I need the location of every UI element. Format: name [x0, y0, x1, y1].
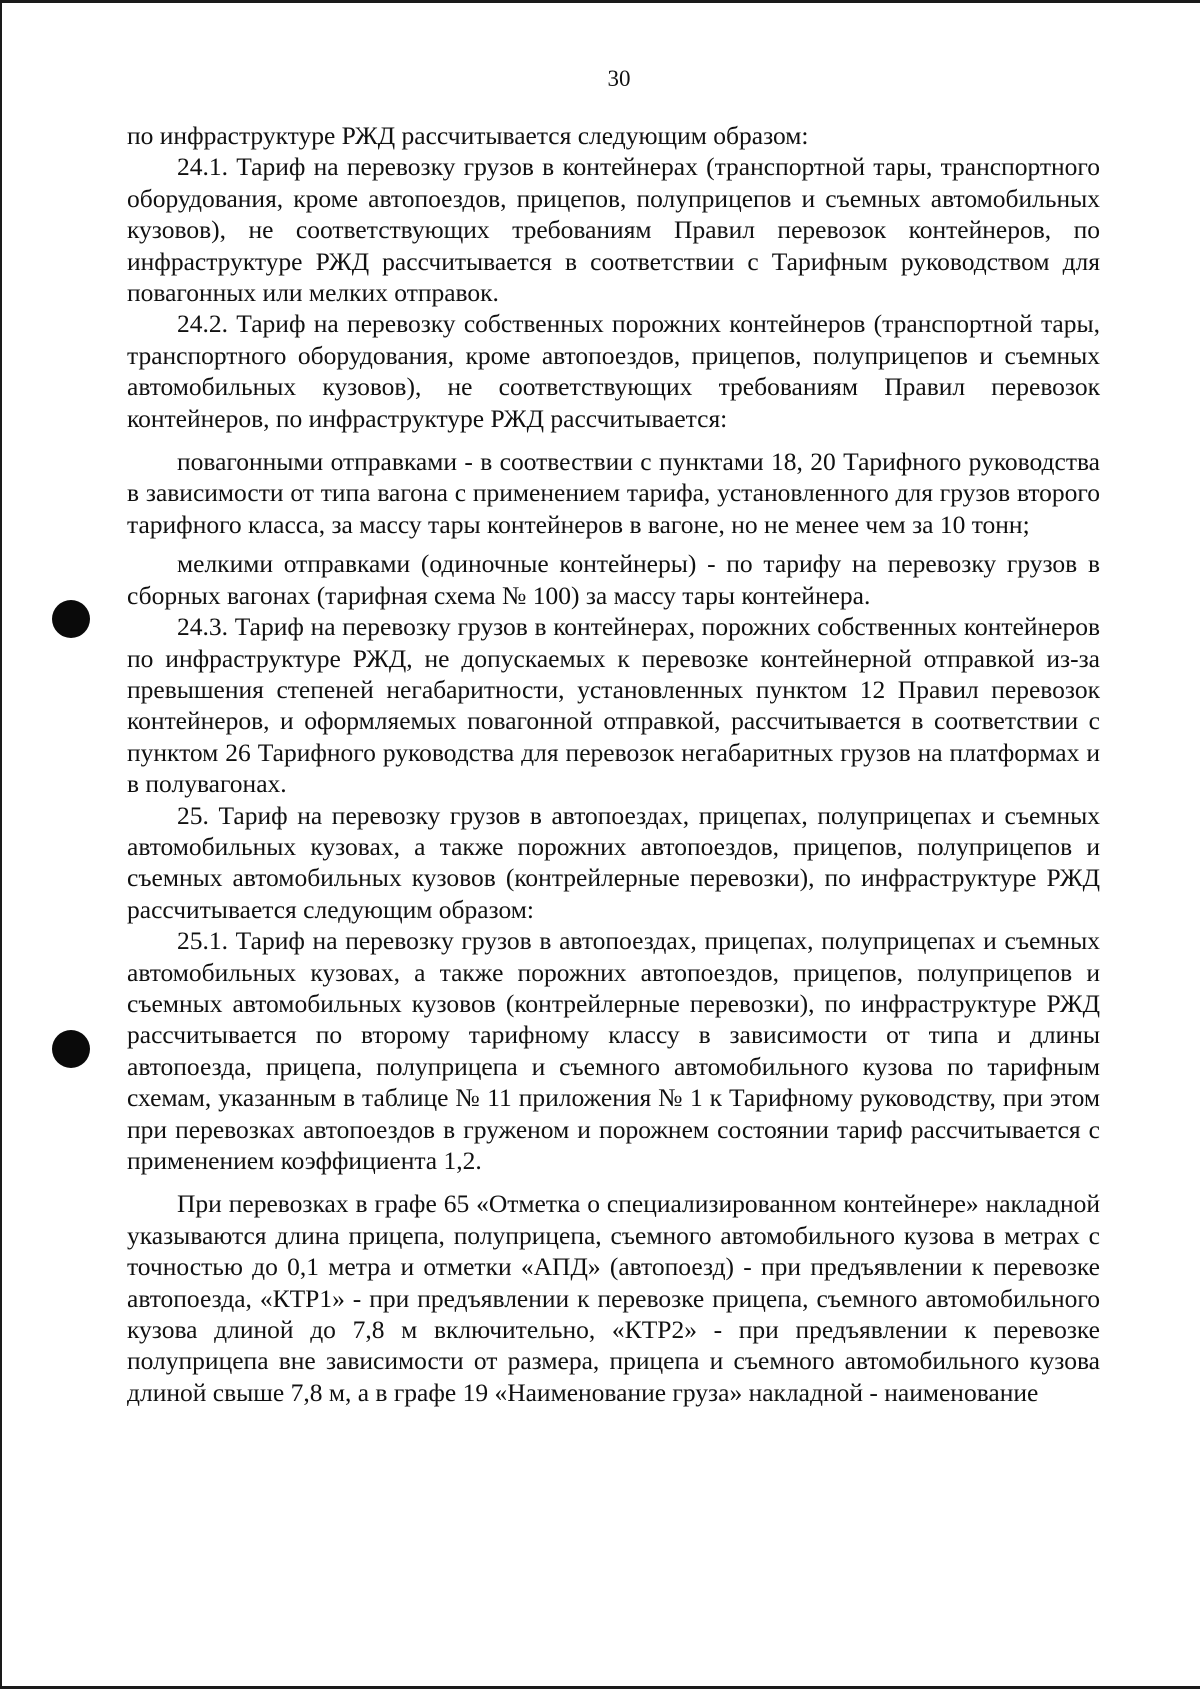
document-body	[127, 120, 1100, 1408]
paragraph-25: 25. Тариф на перевозку грузов в автопоездах, прицепах, полуприцепах и съемных автомобильных кузовах, а также порожних автопоездов, прицепов, полуприцепов и съемных автомобильных кузовов (контрейлерные перевозки), по инфраструктуре РЖД рассчитывается следующим образом:	[127, 800, 1100, 924]
paragraph-wagon-shipments: повагонными отправками - в соотвествии с пунктами 18, 20 Тарифного руководства в зависимости от типа вагона с применением тарифа, установленного для грузов второго тарифного класса, за массу тары контейнеров в вагоне, но не менее чем за 10 тонн;	[127, 447, 1100, 539]
paragraph-small-shipments: мелкими отправками (одиночные контейнеры) - по тарифу на перевозку грузов в сборных вагонах (тарифная схема № 100) за массу тары контейнера.	[127, 549, 1100, 610]
paragraph-24-1: 24.1. Тариф на перевозку грузов в контейнерах (транспортной тары, транспортного оборудования, кроме автопоездов, прицепов, полуприцепов и съемных автомобильных кузовов), не соответствующих требованиям Правил перевозок контейнеров, по инфраструктуре РЖД рассчитывается в соответствии с Тарифным руководством для повагонных или мелких отправок.	[127, 152, 1100, 308]
punch-hole-mark	[52, 1030, 90, 1068]
paragraph-24-2: 24.2. Тариф на перевозку собственных порожних контейнеров (транспортной тары, транспортного оборудования, кроме автопоездов, прицепов, полуприцепов и съемных автомобильных кузовов), не соответствующих требованиям Правил перевозок контейнеров, по инфраструктуре РЖД рассчитывается:	[127, 309, 1100, 433]
paragraph-graph-65: При перевозках в графе 65 «Отметка о специализированном контейнере» накладной указываются длина прицепа, полуприцепа, съемного автомобильного кузова в метрах с точностью до 0,1 метра и отметки «АПД» (автопоезд) - при предъявлении к перевозке автопоезда, «КТР1» - при предъявлении к перевозке прицепа, съемного автомобильного кузова длиной до 7,8 м включительно, «КТР2» - при предъявлении к перевозке полуприцепа вне зависимости от размера, прицепа и съемного автомобильного кузова длиной свыше 7,8 м, а в графе 19 «Наименование груза» накладной - наименование	[127, 1189, 1100, 1407]
page-number: 30	[607, 66, 631, 91]
paragraph-25-1: 25.1. Тариф на перевозку грузов в автопоездах, прицепах, полуприцепах и съемных автомобильных кузовах, а также порожних автопоездов, прицепов, полуприцепов и съемных автомобильных кузовов (контрейлерные перевозки), по инфраструктуре РЖД рассчитывается по второму тарифному классу в зависимости от типа и длины автопоезда, прицепа, полуприцепа и съемного автомобильного кузова по тарифным схемам, указанным в таблице № 11 приложения № 1 к Тарифному руководству, при этом при перевозках автопоездов в груженом и порожнем состоянии тариф рассчитывается с применением коэффициента 1,2.	[127, 926, 1100, 1175]
paragraph-continuation: по инфраструктуре РЖД рассчитывается следующим образом:	[127, 121, 809, 150]
punch-hole-mark	[52, 600, 90, 638]
paragraph-24-3: 24.3. Тариф на перевозку грузов в контейнерах, порожних собственных контейнеров по инфраструктуре РЖД, не допускаемых к перевозке контейнерной отправкой из-за превышения степеней негабаритности, установленных пунктом 12 Правил перевозок контейнеров, и оформляемых повагонной отправкой, рассчитывается в соответствии с пунктом 26 Тарифного руководства для перевозок негабаритных грузов на платформах и в полувагонах.	[127, 612, 1100, 799]
